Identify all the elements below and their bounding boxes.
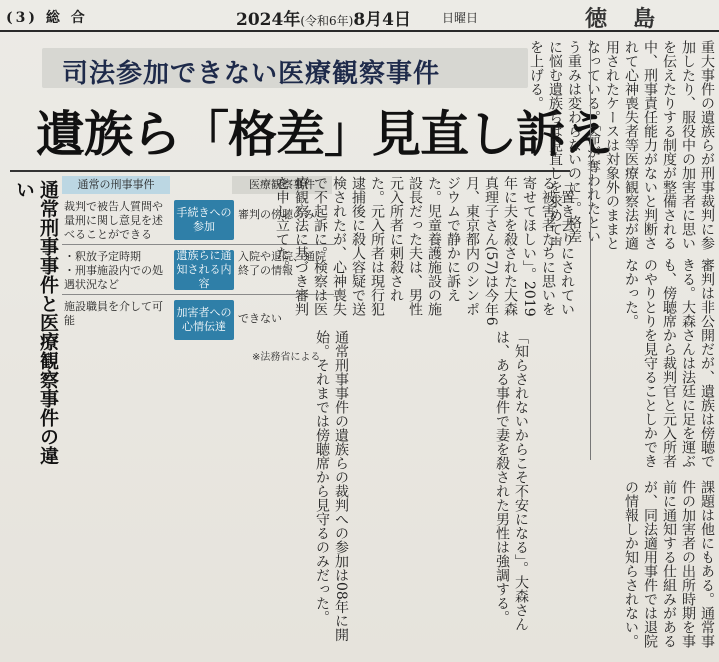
table-cell: 審判の傍聴のみ [238,208,315,221]
headline: 遺族ら「格差」見直し訴え [36,105,613,163]
divider [10,170,570,172]
table-row-label: 遺族らに通知される内容 [174,250,234,290]
page-label: (3) 総 合 [6,10,88,26]
article-column: 審判は非公開だが、遺族は傍聴できる。大森さんは法廷に足を運ぶも、傍聴席から裁判官と元入所者のやりとりを見守ることしかできなかった。 [623,258,715,468]
table-cell: ・釈放予定時期 ・刑事施設内での処遇状況など [64,250,163,291]
table-row-label: 手続きへの参加 [174,200,234,240]
series-title: 司法参加できない医療観察事件 [62,59,441,89]
series-banner [42,48,528,88]
article-column: 課題は他にもある。通常事件の加害者の出所時期を事前に通知する仕組みがあるが、同法適用事件では退院の情報しか知らされない。 [623,480,715,648]
table-cell: 施設職員を介して可能 [64,300,163,327]
weekday: 日曜日 [442,11,479,25]
table-cell: 入院や退院、通院終了の情報 [238,250,326,277]
table-subhead: 通常刑事事件と医療観察事件の違い [13,180,59,465]
table-row-label: 加害者への心情伝達 [174,300,234,340]
issue-date: 2024年(令和6年)8月4日 [236,10,411,30]
article-lead: 重大事件の遺族らが刑事裁判に参加したり、服役中の加害者に思いを伝えたりする制度が整備される中、刑事責任能力がないと判断されて心神喪失者等医療観察法が適用されたケースは対象外のままとなっている。「命が奪われたという重みは変わらないのに」。格差に悩む遺族らは見直しを求めて声を上げる。 [528,40,715,250]
article-column: 通常刑事事件の遺族らの裁判への参加は08年に開始。それまでは傍聴席から見守るのみだった。 [314,330,349,642]
table-header-right: 医療観察事件 [232,176,332,194]
article-column: 「置き去りにされている被害者たちに思いを寄せてほしい」。2019年に夫を殺された大森真理子さん(57)は今年6月、東京都内のシンポジウムで静かに訴えた。児童養護施設の施設長だった夫は、男性元入所者に刺殺された。元入所者は現行犯逮捕後に殺人容疑で送検されたが、心神喪失で不起訴に。検察は医療観察法に基づき審判を申し立てた。 [274,176,575,326]
article-column: 「知らされないからこそ不安になる」。大森さんは、ある事件で妻を殺された男性は強調する。 [494,330,529,631]
table-cell: 裁判で被告人質問や量刑に関し意見を述べることができる [64,200,163,241]
paper-name: 徳島 [585,6,682,32]
masthead [0,0,719,32]
table-source-note: ※法務省による [252,352,321,363]
table-header-left: 通常の刑事事件 [62,176,170,194]
table-cell: できない [238,312,282,325]
